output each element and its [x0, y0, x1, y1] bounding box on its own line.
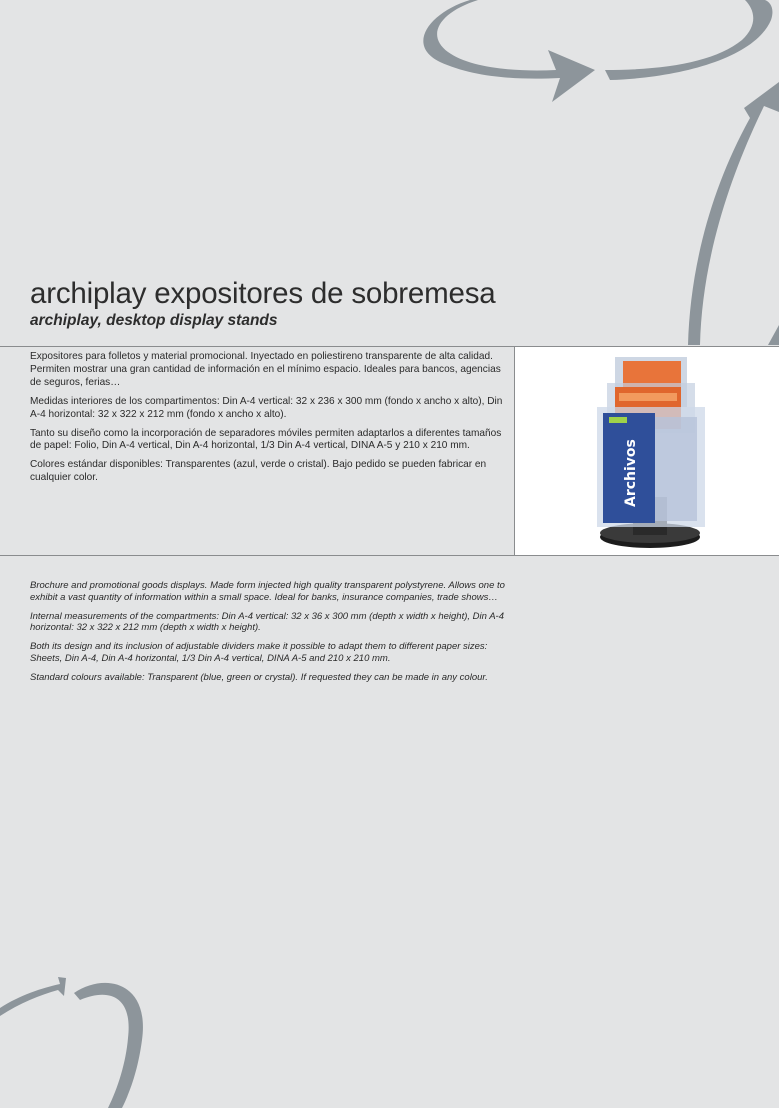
spanish-section	[0, 346, 779, 556]
spanish-paragraph: Tanto su diseño como la incorporación de separadores móviles permiten adaptarlos a diferentes tamaños de papel: Folio, Din A-4 vertical, Din A-4 horizontal, 1/3 Din A-4 vertical, DINA A-5 y 210 x 210 mm.	[30, 427, 502, 452]
english-paragraph: Both its design and its inclusion of adjustable dividers make it possible to adapt them to different paper sizes: Sheets, Din A-4, Din A-4 horizontal, 1/3 Din A-4 vertical, DINA A-5 and 210 x 210 mm.	[30, 641, 488, 664]
spanish-paragraph: Colores estándar disponibles: Transparentes (azul, verde o cristal). Bajo pedido se pueden fabricar en cualquier color.	[30, 459, 487, 484]
english-paragraph: Standard colours available: Transparent (blue, green or crystal). If requested they can be made in any colour.	[30, 671, 488, 683]
bottom-left-curve	[74, 983, 143, 1108]
page-title: archiplay expositores de sobremesa	[30, 277, 496, 310]
brochure-label: Archivos	[623, 439, 639, 507]
display-stand-illustration	[515, 347, 779, 555]
spanish-paragraph: Medidas interiores de los compartimentos: Din A-4 vertical: 32 x 236 x 300 mm (fondo x ancho x alto), Din A-4 horizontal: 32 x 322 x 212 mm (fondo x ancho x alto).	[30, 395, 503, 420]
english-description	[30, 580, 510, 691]
spanish-paragraph: Expositores para folletos y material promocional. Inyectado en poliestireno transparente de alta calidad. Permiten mostrar una gran cantidad de información en el mínimo espacio. Ideales para bancos, agencias de seguros, ferias…	[30, 351, 501, 388]
product-photo	[514, 347, 779, 555]
top-swoosh-arrow	[423, 0, 595, 102]
bottom-left-swoosh-arrow	[0, 977, 66, 1016]
right-edge-tick	[768, 325, 779, 345]
spanish-description	[30, 351, 508, 491]
top-right-swoosh	[605, 0, 772, 80]
title-block	[30, 274, 730, 328]
english-paragraph: Internal measurements of the compartments: Din A-4 vertical: 32 x 36 x 300 mm (depth x width x height), Din A-4 horizontal: 32 x 322 x 212 mm (depth x width x height).	[30, 610, 504, 634]
english-paragraph: Brochure and promotional goods displays. Made form injected high quality transparent polystyrene. Allows one to exhibit a vast quantity of information within a small space. Ideal for banks, insurance companies, trade shows…	[30, 580, 505, 603]
page-subtitle: archiplay, desktop display stands	[30, 312, 278, 329]
